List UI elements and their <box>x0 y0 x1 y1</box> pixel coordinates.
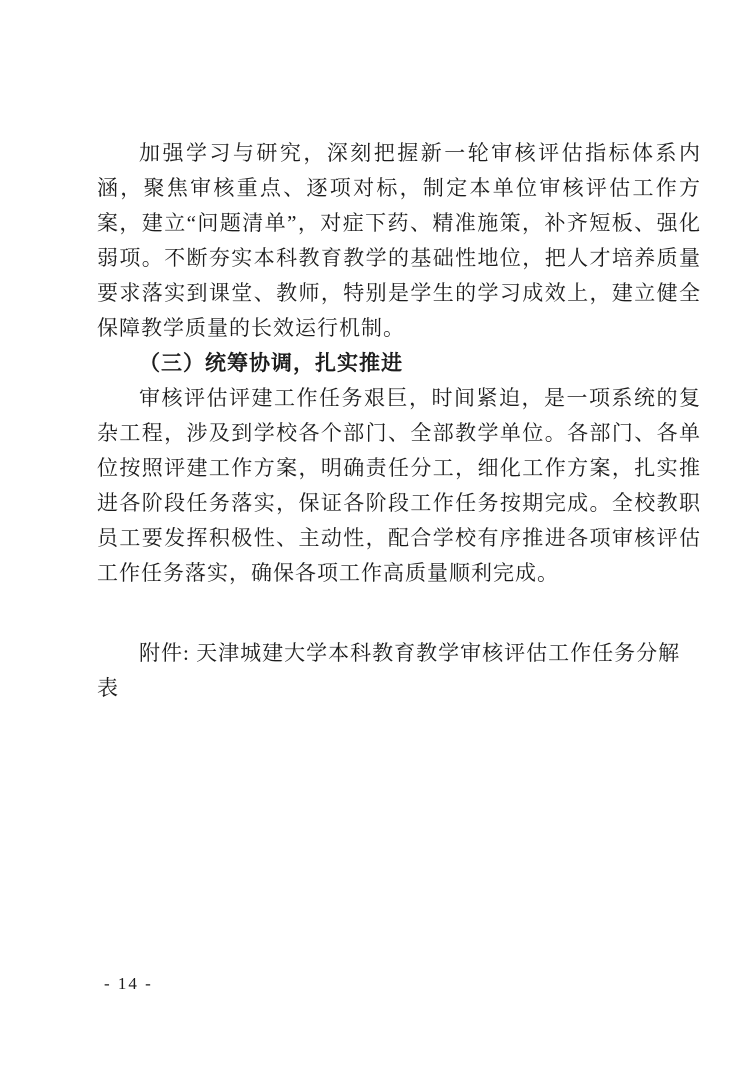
paragraph-strengthen-study: 加强学习与研究，深刻把握新一轮审核评估指标体系内涵，聚焦审核重点、逐项对标，制定本单位审核评估工作方案，建立“问题清单”，对症下药、精准施策，补齐短板、强化弱项。不断夯实本科教育教学的基础性地位，把人才培养质量要求落实到课堂、教师，特别是学生的学习成效上，建立健全保障教学质量的长效运行机制。 <box>97 141 701 340</box>
document-body <box>97 136 701 706</box>
attachment-reference-line: 附件: 天津城建大学本科教育教学审核评估工作任务分解表 <box>97 641 681 700</box>
page-number: - 14 - <box>104 974 153 993</box>
paragraph-evaluation-tasks: 审核评估评建工作任务艰巨，时间紧迫，是一项系统的复杂工程，涉及到学校各个部门、全部教学单位。各部门、各单位按照评建工作方案，明确责任分工，细化工作方案，扎实推进各阶段任务落实，保证各阶段工作任务按期完成。全校教职员工要发挥积极性、主动性，配合学校有序推进各项审核评估工作任务落实，确保各项工作高质量顺利完成。 <box>97 386 701 585</box>
section-heading-coordination: （三）统筹协调，扎实推进 <box>139 351 403 375</box>
